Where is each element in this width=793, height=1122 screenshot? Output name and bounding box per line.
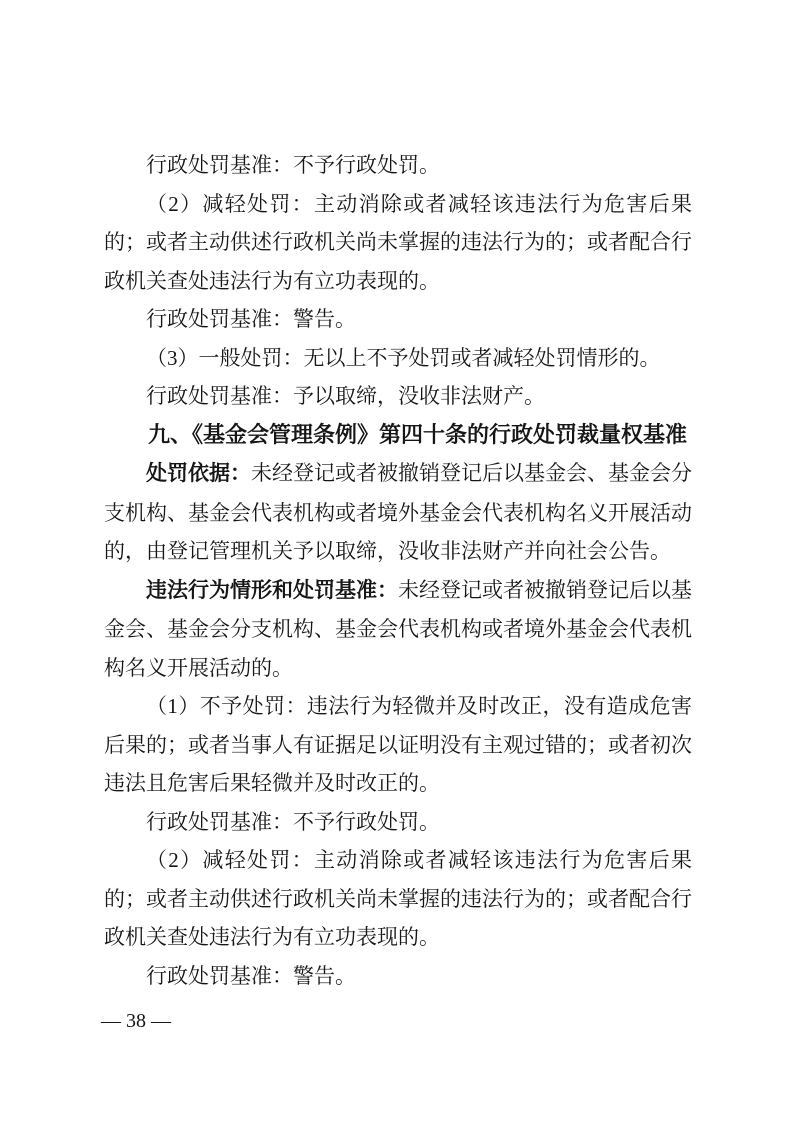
document-body xyxy=(104,146,692,995)
paragraph xyxy=(104,454,692,571)
paragraph-lead-label: 处罚依据： xyxy=(146,462,251,485)
paragraph-text: 未经登记或者被撤销登记后以基金会、基金会分支机构、基金会代表机构或者境外基金会代表机构名义开展活动的，由登记管理机关予以取缔，没收非法财产并向社会公告。 xyxy=(104,461,692,563)
page-number: — 38 — xyxy=(101,1010,171,1032)
paragraph: （1）不予处罚：违法行为轻微并及时改正，没有造成危害后果的；或者当事人有证据足以证明没有主观过错的；或者初次违法且危害后果轻微并及时改正的。 xyxy=(104,694,692,795)
paragraph: 行政处罚基准：不予行政处罚。 xyxy=(146,153,440,177)
paragraph: 行政处罚基准：予以取缔，没收非法财产。 xyxy=(146,384,545,408)
paragraph: （3）一般处罚：无以上不予处罚或者减轻处罚情形的。 xyxy=(146,345,661,370)
paragraph: 行政处罚基准：不予行政处罚。 xyxy=(146,809,440,834)
paragraph-lead-label: 违法行为情形和处罚基准： xyxy=(146,578,398,602)
section-heading: 九、《基金会管理条例》第四十条的行政处罚裁量权基准 xyxy=(148,421,688,447)
paragraph xyxy=(104,571,692,688)
paragraph: 行政处罚基准：警告。 xyxy=(146,963,356,988)
paragraph: （2）减轻处罚：主动消除或者减轻该违法行为危害后果的；或者主动供述行政机关尚未掌握的违法行为的；或者配合行政机关查处违法行为有立功表现的。 xyxy=(104,191,692,293)
paragraph-text: 未经登记或者被撤销登记后以基金会、基金会分支机构、基金会代表机构或者境外基金会代表机构名义开展活动的。 xyxy=(104,577,692,680)
paragraph: （2）减轻处罚：主动消除或者减轻该违法行为危害后果的；或者主动供述行政机关尚未掌握的违法行为的；或者配合行政机关查处违法行为有立功表现的。 xyxy=(104,848,692,949)
paragraph: 行政处罚基准：警告。 xyxy=(146,307,356,331)
